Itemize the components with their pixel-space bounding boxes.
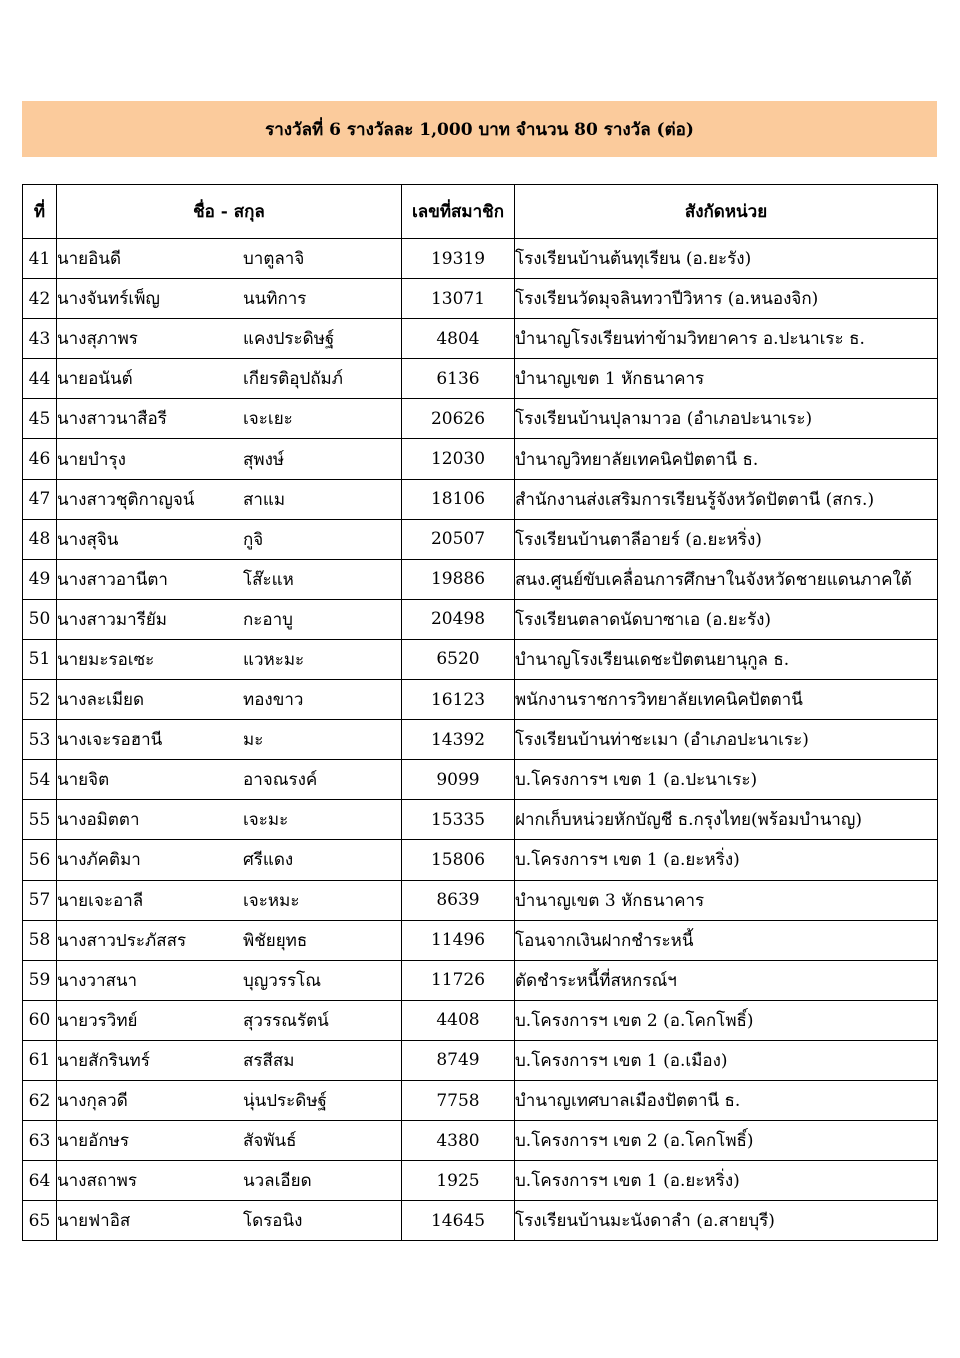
last-name: มะ [243, 730, 264, 751]
last-name: สัจพันธ์ [243, 1131, 297, 1152]
row-number: 58 [23, 920, 57, 960]
table-row [23, 1000, 938, 1040]
first-name: นางจันทร์เพ็ญ [57, 289, 160, 310]
first-name: นายอินดี [57, 249, 121, 270]
affiliation-unit: โรงเรียนบ้านปุลามาวอ (อำเภอปะนาเระ) [515, 399, 938, 439]
member-name [57, 840, 402, 880]
last-name: บุญวรรโณ [243, 970, 321, 991]
row-number: 61 [23, 1040, 57, 1080]
first-name: นายจิต [57, 770, 110, 791]
row-number: 64 [23, 1161, 57, 1201]
first-name: นางภัคติมา [57, 850, 141, 871]
member-name [57, 1040, 402, 1080]
row-number: 53 [23, 720, 57, 760]
first-name: นายอักษร [57, 1131, 129, 1152]
affiliation-unit: บ.โครงการฯ เขต 1 (อ.ปะนาเระ) [515, 760, 938, 800]
member-name [57, 1080, 402, 1120]
first-name: นางกุลวดี [57, 1091, 128, 1112]
member-name [57, 319, 402, 359]
header-no: ที่ [23, 185, 57, 239]
affiliation-unit: โรงเรียนวัดมุจลินทวาปีวิหาร (อ.หนองจิก) [515, 279, 938, 319]
first-name: นางวาสนา [57, 970, 138, 991]
table-row [23, 239, 938, 279]
member-name [57, 1161, 402, 1201]
table-row [23, 599, 938, 639]
last-name: โดรอนิง [243, 1211, 303, 1232]
first-name: นางสุภาพร [57, 329, 138, 350]
table-row [23, 479, 938, 519]
first-name: นายมะรอเซะ [57, 649, 155, 670]
member-number: 4804 [402, 319, 515, 359]
award-title: รางวัลที่ 6 รางวัลละ 1,000 บาท จำนวน 80 รางวัล (ต่อ) [265, 119, 694, 140]
first-name: นายอนันต์ [57, 369, 133, 390]
last-name: นุ่นประดิษฐ์ [243, 1091, 327, 1112]
member-name [57, 760, 402, 800]
last-name: สุพงษ์ [243, 449, 285, 470]
table-row [23, 1161, 938, 1201]
last-name: สาแม [243, 489, 286, 510]
affiliation-unit: สำนักงานส่งเสริมการเรียนรู้จังหวัดปัตตานี (สกร.) [515, 479, 938, 519]
first-name: นางเจะรอฮานี [57, 730, 163, 751]
table-row [23, 920, 938, 960]
affiliation-unit: โรงเรียนบ้านมะนังดาลำ (อ.สายบุรี) [515, 1201, 938, 1241]
member-number: 14392 [402, 720, 515, 760]
row-number: 47 [23, 479, 57, 519]
member-name [57, 519, 402, 559]
member-name [57, 359, 402, 399]
row-number: 62 [23, 1080, 57, 1120]
first-name: นางสาวประภัสสร [57, 930, 187, 951]
table-row [23, 1121, 938, 1161]
row-number: 65 [23, 1201, 57, 1241]
last-name: เกียรติอุปถัมภ์ [243, 369, 343, 390]
member-number: 12030 [402, 439, 515, 479]
last-name: กะอาบู [243, 609, 293, 630]
row-number: 43 [23, 319, 57, 359]
row-number: 54 [23, 760, 57, 800]
row-number: 45 [23, 399, 57, 439]
table-row [23, 680, 938, 720]
table-row [23, 800, 938, 840]
member-name [57, 1121, 402, 1161]
table-row [23, 319, 938, 359]
row-number: 56 [23, 840, 57, 880]
affiliation-unit: บ.โครงการฯ เขต 1 (อ.ยะหริ่ง) [515, 1161, 938, 1201]
last-name: ศรีแดง [243, 850, 294, 871]
affiliation-unit: โอนจากเงินฝากชำระหนี้ [515, 920, 938, 960]
member-number: 18106 [402, 479, 515, 519]
last-name: กูจิ [243, 529, 264, 550]
first-name: นางละเมียด [57, 690, 145, 711]
member-name [57, 1000, 402, 1040]
row-number: 42 [23, 279, 57, 319]
row-number: 59 [23, 960, 57, 1000]
member-number: 7758 [402, 1080, 515, 1120]
member-name [57, 439, 402, 479]
table-row [23, 359, 938, 399]
affiliation-unit: สนง.ศูนย์ขับเคลื่อนการศึกษาในจังหวัดชายแดนภาคใต้ [515, 559, 938, 599]
table-row [23, 639, 938, 679]
table-row [23, 1040, 938, 1080]
member-number: 4380 [402, 1121, 515, 1161]
last-name: นนทิการ [243, 289, 307, 310]
last-name: เจะมะ [243, 810, 289, 831]
table-row [23, 1201, 938, 1241]
member-number: 4408 [402, 1000, 515, 1040]
member-number: 11726 [402, 960, 515, 1000]
row-number: 49 [23, 559, 57, 599]
winners-table [22, 184, 938, 1241]
affiliation-unit: บำนาญโรงเรียนเดชะปัตตนยานุกูล ธ. [515, 639, 938, 679]
first-name: นางอมิตตา [57, 810, 140, 831]
table-row [23, 559, 938, 599]
affiliation-unit: บ.โครงการฯ เขต 2 (อ.โคกโพธิ์) [515, 1000, 938, 1040]
row-number: 50 [23, 599, 57, 639]
affiliation-unit: พนักงานราชการวิทยาลัยเทคนิคปัตตานี [515, 680, 938, 720]
member-number: 13071 [402, 279, 515, 319]
member-name [57, 599, 402, 639]
member-name [57, 960, 402, 1000]
row-number: 57 [23, 880, 57, 920]
last-name: โส๊ะแห [243, 569, 294, 590]
table-row [23, 279, 938, 319]
last-name: ทองขาว [243, 690, 304, 711]
table-row [23, 880, 938, 920]
first-name: นายเจะอาลี [57, 890, 144, 911]
affiliation-unit: บ.โครงการฯ เขต 1 (อ.เมือง) [515, 1040, 938, 1080]
row-number: 55 [23, 800, 57, 840]
row-number: 60 [23, 1000, 57, 1040]
affiliation-unit: บ.โครงการฯ เขต 1 (อ.ยะหริ่ง) [515, 840, 938, 880]
table-row [23, 519, 938, 559]
first-name: นางสาวมารียัม [57, 609, 167, 630]
member-number: 1925 [402, 1161, 515, 1201]
first-name: นางสถาพร [57, 1171, 138, 1192]
table-row [23, 840, 938, 880]
row-number: 51 [23, 639, 57, 679]
member-number: 6136 [402, 359, 515, 399]
first-name: นางสาวนาสือรี [57, 409, 167, 430]
table-row [23, 399, 938, 439]
affiliation-unit: บำนาญเขต 3 หักธนาคาร [515, 880, 938, 920]
affiliation-unit: โรงเรียนตลาดนัดบาซาเอ (อ.ยะรัง) [515, 599, 938, 639]
member-number: 16123 [402, 680, 515, 720]
member-name [57, 1201, 402, 1241]
last-name: เจะหมะ [243, 890, 300, 911]
member-number: 15335 [402, 800, 515, 840]
affiliation-unit: บำนาญวิทยาลัยเทคนิคปัตตานี ธ. [515, 439, 938, 479]
row-number: 41 [23, 239, 57, 279]
affiliation-unit: ตัดชำระหนี้ที่สหกรณ์ฯ [515, 960, 938, 1000]
award-banner [22, 101, 937, 157]
first-name: นายฟาอิส [57, 1211, 131, 1232]
last-name: เจะเยะ [243, 409, 293, 430]
last-name: สุวรรณรัตน์ [243, 1010, 329, 1031]
member-number: 19319 [402, 239, 515, 279]
member-name [57, 399, 402, 439]
row-number: 52 [23, 680, 57, 720]
last-name: นวลเอียด [243, 1171, 312, 1192]
table-row [23, 1080, 938, 1120]
affiliation-unit: บำนาญเขต 1 หักธนาคาร [515, 359, 938, 399]
row-number: 44 [23, 359, 57, 399]
last-name: แคงประดิษฐ์ [243, 329, 335, 350]
affiliation-unit: บ.โครงการฯ เขต 2 (อ.โคกโพธิ์) [515, 1121, 938, 1161]
affiliation-unit: โรงเรียนบ้านท่าชะเมา (อำเภอปะนาเระ) [515, 720, 938, 760]
member-number: 8749 [402, 1040, 515, 1080]
member-name [57, 880, 402, 920]
first-name: นางสุจิน [57, 529, 119, 550]
last-name: พิชัยยุทธ [243, 930, 308, 951]
member-name [57, 800, 402, 840]
member-name [57, 239, 402, 279]
affiliation-unit: โรงเรียนบ้านตาลีอายร์ (อ.ยะหริ่ง) [515, 519, 938, 559]
first-name: นายบำรุง [57, 449, 126, 470]
row-number: 48 [23, 519, 57, 559]
member-number: 6520 [402, 639, 515, 679]
member-name [57, 639, 402, 679]
member-name [57, 720, 402, 760]
member-number: 9099 [402, 760, 515, 800]
header-unit: สังกัดหน่วย [515, 185, 938, 239]
member-number: 14645 [402, 1201, 515, 1241]
table-row [23, 439, 938, 479]
first-name: นายสักรินทร์ [57, 1050, 150, 1071]
member-name [57, 479, 402, 519]
member-number: 20507 [402, 519, 515, 559]
member-number: 15806 [402, 840, 515, 880]
first-name: นางสาวอานีตา [57, 569, 168, 590]
affiliation-unit: บำนาญเทศบาลเมืองปัตตานี ธ. [515, 1080, 938, 1120]
member-number: 19886 [402, 559, 515, 599]
header-name: ชื่อ - สกุล [57, 185, 402, 239]
header-member: เลขที่สมาชิก [402, 185, 515, 239]
member-name [57, 680, 402, 720]
table-row [23, 760, 938, 800]
table-row [23, 720, 938, 760]
first-name: นางสาวชุติกาญจน์ [57, 489, 195, 510]
member-number: 8639 [402, 880, 515, 920]
table-row [23, 960, 938, 1000]
member-name [57, 920, 402, 960]
affiliation-unit: ฝากเก็บหน่วยหักบัญชี ธ.กรุงไทย(พร้อมบำนาญ) [515, 800, 938, 840]
affiliation-unit: โรงเรียนบ้านต้นทุเรียน (อ.ยะรัง) [515, 239, 938, 279]
first-name: นายวรวิทย์ [57, 1010, 138, 1031]
member-number: 20626 [402, 399, 515, 439]
row-number: 63 [23, 1121, 57, 1161]
row-number: 46 [23, 439, 57, 479]
header-row [23, 185, 938, 239]
last-name: อาจณรงค์ [243, 770, 318, 791]
member-name [57, 279, 402, 319]
last-name: สรสีสม [243, 1050, 295, 1071]
affiliation-unit: บำนาญโรงเรียนท่าข้ามวิทยาคาร อ.ปะนาเระ ธ. [515, 319, 938, 359]
member-number: 11496 [402, 920, 515, 960]
last-name: แวหะมะ [243, 649, 305, 670]
member-name [57, 559, 402, 599]
member-number: 20498 [402, 599, 515, 639]
last-name: บาตูลาจิ [243, 249, 305, 270]
